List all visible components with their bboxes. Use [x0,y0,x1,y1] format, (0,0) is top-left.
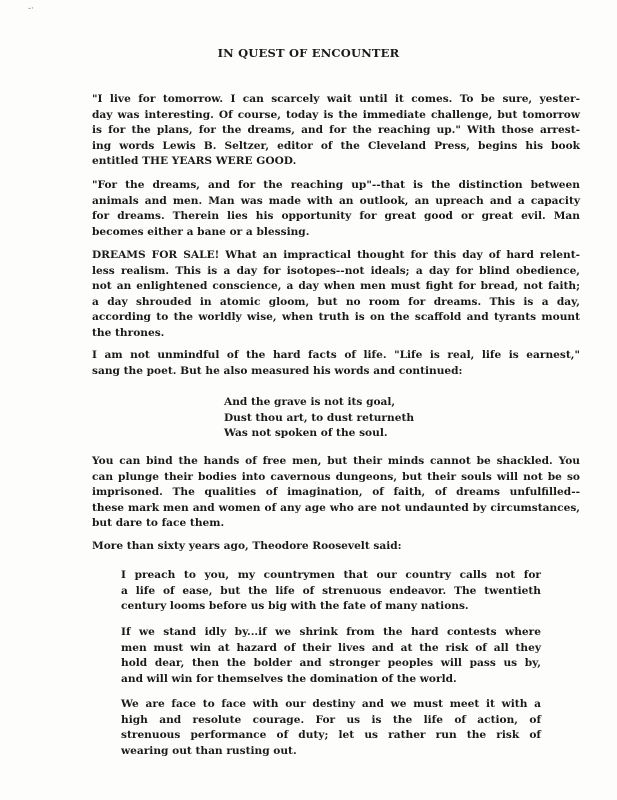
text-line: becomes either a bane or a blessing. [92,225,310,238]
text-line: I am not unmindful of the hard facts of life. "Life is real, life is earnest," [92,349,580,361]
text-line: day was interesting. Of course, today is the immediate challenge, but tomorrow [92,108,580,121]
roosevelt-quote-3 [121,697,541,759]
paragraph-5 [92,454,580,532]
page-speck: -· [28,4,34,14]
text-line: DREAMS FOR SALE! What an impractical thought for this day of hard relent- [92,249,580,261]
page-title: IN QUEST OF ENCOUNTER [217,46,400,60]
text-line: men must win at hazard of their lives and at the risk of all they [121,641,541,654]
text-line: More than sixty years ago, Theodore Roosevelt said: [92,540,402,552]
paragraph-2 [92,178,580,240]
text-line: less realism. This is a day for isotopes--not ideals; a day for blind obedience, [92,264,580,277]
poem-line: Was not spoken of the soul. [224,427,388,440]
text-line: century looms before us big with the fate of many nations. [121,600,469,613]
text-line: not an enlightened conscience, a day when men must fight for bread, not faith; [92,280,580,293]
text-line: We are face to face with our destiny and we must meet it with a [121,698,541,710]
text-line: wearing out than rusting out. [121,744,297,757]
text-line: for dreams. Therein lies his opportunity for great good or great evil. Man [92,210,580,223]
poem-quote [224,395,484,442]
text-line: I preach to you, my countrymen that our country calls not for [121,569,541,581]
text-line: "For the dreams, and for the reaching up"--that is the distinction between [92,179,580,191]
text-line: these mark men and women of any age who are not undaunted by circumstances, [92,501,580,514]
text-line: You can bind the hands of free men, but their minds cannot be shackled. You [92,455,580,467]
poem-line: And the grave is not its goal, [224,396,396,408]
text-line: is for the plans, for the dreams, and for the reaching up." With those arrest- [92,124,580,137]
text-line: strenuous performance of duty; let us rather run the risk of [121,729,541,742]
roosevelt-quote-2 [121,625,541,687]
text-line: a day shrouded in atomic gloom, but no room for dreams. This is a day, [92,295,580,308]
paragraph-3 [92,248,580,342]
text-line: high and resolute courage. For us is the life of action, of [121,713,541,726]
poem-line: Dust thou art, to dust returneth [224,411,415,424]
text-line: imprisoned. The qualities of imagination, of faith, of dreams unfulfilled-- [92,486,580,499]
text-line: "I live for tomorrow. I can scarcely wait until it comes. To be sure, yester- [92,93,580,105]
text-line: hold dear, then the bolder and stronger peoples will pass us by, [121,657,541,670]
text-line: sang the poet. But he also measured his words and continued: [92,364,463,377]
text-line: can plunge their bodies into cavernous dungeons, but their souls will not be so [92,470,580,483]
text-line: but dare to face them. [92,517,225,530]
text-line: If we stand idly by...if we shrink from the hard contests where [121,626,541,638]
paragraph-1 [92,92,580,170]
roosevelt-quote-1 [121,568,541,615]
text-line: according to the worldly wise, when truth is on the scaffold and tyrants mount [92,311,580,324]
paragraph-4 [92,348,580,379]
text-line: animals and men. Man was made with an outlook, an upreach and a capacity [92,194,580,207]
text-line: and will win for themselves the domination of the world. [121,672,457,685]
text-line: a life of ease, but the life of strenuous endeavor. The twentieth [121,584,541,597]
paragraph-6 [92,539,580,555]
text-line: the thrones. [92,326,165,339]
text-line: ing words Lewis B. Seltzer, editor of the Cleveland Press, begins his book [92,139,580,152]
text-line: entitled THE YEARS WERE GOOD. [92,155,297,168]
